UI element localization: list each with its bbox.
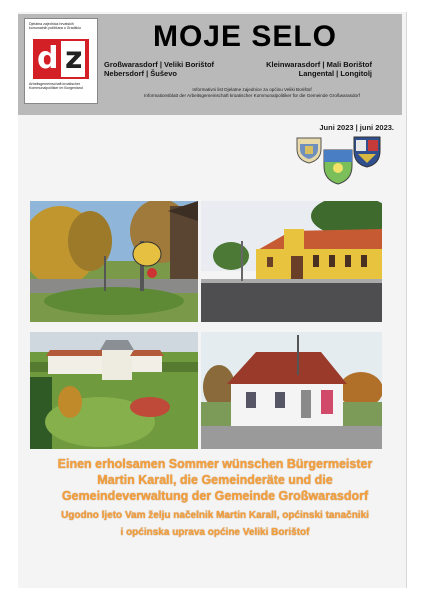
logo-letter-z: z bbox=[65, 41, 83, 76]
logo-bottom-text: Arbeitsgemeinschaft kroatischer Kommunalpolitiker im Burgenland bbox=[29, 82, 83, 90]
coat-of-arms-left-icon bbox=[294, 135, 324, 165]
logo-letter-d: d bbox=[37, 41, 59, 76]
caption-line: Ugodno ljeto Vam želju načelnik Martin Karall, općinski tanačniki bbox=[61, 510, 369, 521]
publication-info bbox=[104, 87, 400, 99]
caption-line: i općinska uprava općine Veliki Borištof bbox=[120, 527, 310, 538]
logo-top-text: Djelatna zajednica hrvatskih komunalnih političara u Gradišću bbox=[29, 22, 82, 30]
village-line: Langental | Longitolj bbox=[298, 69, 372, 78]
photo-aerial-palace bbox=[30, 332, 198, 449]
photo-village-sign bbox=[30, 201, 198, 322]
caption-line: Gemeindeverwaltung der Gemeinde Großwarasdorf bbox=[61, 489, 369, 503]
villages-right bbox=[266, 60, 372, 78]
caption-line: Martin Karall, die Gemeinderäte und die bbox=[97, 473, 333, 487]
coat-of-arms-right-icon bbox=[352, 135, 382, 169]
organization-logo bbox=[24, 18, 98, 104]
caption-line: Einen erholsamen Sommer wünschen Bürgermeister bbox=[57, 457, 373, 471]
caption-croatian bbox=[30, 507, 400, 541]
info-line-croatian: Informativni list Djelatne zajednice za općinu Veliki Borištof bbox=[192, 87, 312, 92]
photo-white-building bbox=[201, 332, 382, 449]
village-line: Großwarasdorf | Veliki Borištof bbox=[104, 60, 215, 69]
coat-of-arms-center-icon bbox=[322, 148, 354, 186]
village-line: Kleinwarasdorf | Mali Borištof bbox=[266, 60, 372, 69]
info-line-german: Informationsblatt der Arbeitsgemeinschaft kroatischer Kommunalpolitiker für die Gemeinde Großwarasdorf bbox=[144, 93, 360, 98]
caption-german bbox=[30, 456, 400, 504]
village-line: Nebersdorf | Šuševo bbox=[104, 69, 177, 78]
issue-date: Juni 2023 | juni 2023. bbox=[319, 123, 394, 132]
photo-street-house bbox=[201, 201, 382, 322]
villages-left bbox=[104, 60, 214, 78]
magazine-title: MOJE SELO bbox=[152, 20, 338, 53]
logo-mark bbox=[33, 39, 89, 79]
